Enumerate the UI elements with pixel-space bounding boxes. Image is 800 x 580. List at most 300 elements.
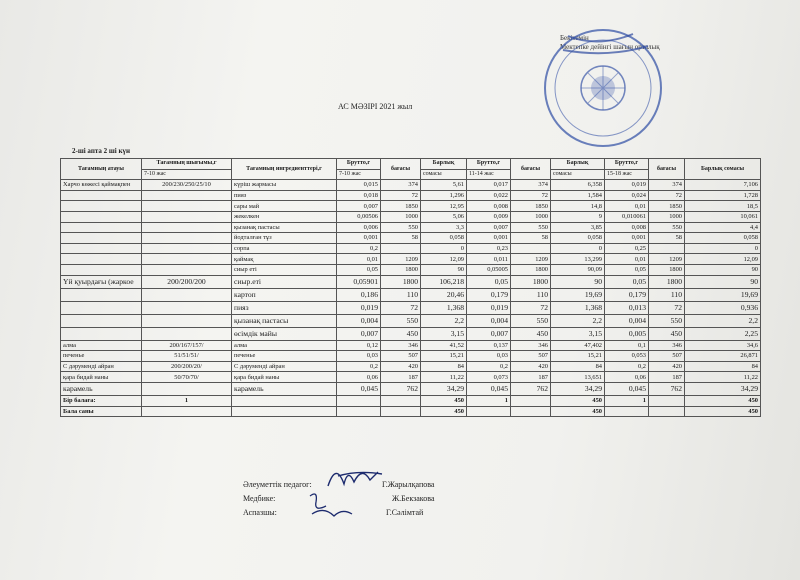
- table-cell: 5,61: [421, 180, 467, 191]
- table-cell: 34,29: [421, 382, 467, 395]
- table-cell: 58: [649, 233, 685, 244]
- table-cell: 550: [381, 314, 421, 327]
- table-cell: қаймақ: [232, 254, 337, 265]
- table-cell: 0,05005: [467, 264, 511, 275]
- table-cell: 0,01: [337, 254, 381, 265]
- table-header-row: [61, 159, 761, 170]
- table-cell: [61, 233, 142, 244]
- table-cell: 0,2: [605, 361, 649, 372]
- table-row: [61, 201, 761, 212]
- table-cell: 1850: [381, 201, 421, 212]
- table-cell: 0,179: [467, 288, 511, 301]
- table-cell: 72: [511, 190, 551, 201]
- table-cell: 507: [511, 351, 551, 362]
- table-cell: 0,05: [467, 275, 511, 288]
- table-cell: 84: [685, 361, 761, 372]
- table-cell: 20,46: [421, 288, 467, 301]
- table-cell: 110: [649, 288, 685, 301]
- table-cell: 72: [381, 190, 421, 201]
- table-cell: 1209: [381, 254, 421, 265]
- table-cell: 762: [511, 382, 551, 395]
- table-cell: 1800: [649, 275, 685, 288]
- table-cell: 200/230/250/25/10: [142, 180, 232, 191]
- table-cell: 0,01: [605, 201, 649, 212]
- table-cell: 2,25: [685, 327, 761, 340]
- table-cell: 7,106: [685, 180, 761, 191]
- header-sum-2: Барлық: [551, 159, 605, 170]
- table-cell: 0: [551, 243, 605, 254]
- table-cell: 0,001: [337, 233, 381, 244]
- table-cell: сиыр еті: [232, 264, 337, 275]
- table-cell: 58: [381, 233, 421, 244]
- header-brutto-3: Брутто,г: [605, 159, 649, 170]
- table-cell: [61, 254, 142, 265]
- table-cell: 550: [649, 222, 685, 233]
- table-cell: 1,728: [685, 190, 761, 201]
- table-cell: 5,06: [421, 211, 467, 222]
- table-cell: 1000: [381, 211, 421, 222]
- table-cell: 0,936: [685, 301, 761, 314]
- table-cell: 0,05: [605, 275, 649, 288]
- header-age-2: 11-14 жас: [467, 169, 511, 180]
- table-cell: 762: [381, 382, 421, 395]
- table-cell: 550: [511, 314, 551, 327]
- week-label: 2-ші апта 2 ші күн: [72, 147, 131, 155]
- table-cell: 1800: [649, 264, 685, 275]
- table-cell: 106,218: [421, 275, 467, 288]
- table-cell: 84: [551, 361, 605, 372]
- table-cell: 0,1: [605, 340, 649, 351]
- table-cell: Үй қуырдағы (жаркое: [61, 275, 142, 288]
- table-cell: 200/200/200: [142, 275, 232, 288]
- table-cell: 1,584: [551, 190, 605, 201]
- table-cell: 1000: [649, 211, 685, 222]
- table-cell: 0,005: [605, 327, 649, 340]
- table-cell: 1,368: [421, 301, 467, 314]
- table-cell: Бір балаға:: [61, 395, 142, 406]
- header-sum-b-1: сомасы: [421, 169, 467, 180]
- table-cell: 0,23: [467, 243, 511, 254]
- table-cell: 1: [142, 395, 232, 406]
- table-cell: [61, 222, 142, 233]
- table-cell: 0,007: [467, 222, 511, 233]
- table-cell: [511, 395, 551, 406]
- table-cell: 34,29: [551, 382, 605, 395]
- table-cell: 0,2: [337, 361, 381, 372]
- table-cell: 0,010061: [605, 211, 649, 222]
- cook-label: Аспазшы:: [243, 508, 277, 517]
- table-cell: 110: [381, 288, 421, 301]
- table-row: [61, 340, 761, 351]
- pedagogue-name: Г.Жарылқапова: [382, 480, 435, 489]
- table-cell: 450: [685, 406, 761, 417]
- table-cell: жекелкен: [232, 211, 337, 222]
- table-cell: 41,52: [421, 340, 467, 351]
- table-cell: 1000: [511, 211, 551, 222]
- table-cell: 4,4: [685, 222, 761, 233]
- table-cell: [142, 288, 232, 301]
- table-row: [61, 382, 761, 395]
- table-cell: 19,69: [685, 288, 761, 301]
- approval-header: Бекітемін Мектепке дейінгі шағын орталық: [560, 34, 660, 51]
- table-cell: 26,871: [685, 351, 761, 362]
- table-cell: [61, 288, 142, 301]
- table-cell: печенье: [232, 351, 337, 362]
- table-cell: 0,137: [467, 340, 511, 351]
- table-cell: [61, 243, 142, 254]
- table-cell: 0,03: [337, 351, 381, 362]
- header-sum-b-2: сомасы: [551, 169, 605, 180]
- table-cell: 0,053: [605, 351, 649, 362]
- header-dish-name: Тағамның атауы: [61, 159, 142, 180]
- table-cell: 0,05901: [337, 275, 381, 288]
- table-cell: 450: [381, 327, 421, 340]
- table-cell: 2,2: [685, 314, 761, 327]
- table-cell: 0,017: [467, 180, 511, 191]
- document-title: АС МӘЗІРІ 2021 жыл: [338, 102, 413, 111]
- table-cell: 0,007: [467, 327, 511, 340]
- header-sum-3: Барлық сомасы: [685, 159, 761, 180]
- table-cell: 0,009: [467, 211, 511, 222]
- table-cell: 90: [685, 275, 761, 288]
- table-cell: 72: [511, 301, 551, 314]
- table-cell: 0,03: [467, 351, 511, 362]
- table-row: [61, 406, 761, 417]
- table-cell: 34,29: [685, 382, 761, 395]
- table-cell: С дәруменді айран: [61, 361, 142, 372]
- table-cell: 1800: [511, 275, 551, 288]
- table-cell: 3,3: [421, 222, 467, 233]
- table-cell: 10,061: [685, 211, 761, 222]
- table-cell: алма: [61, 340, 142, 351]
- table-cell: [511, 406, 551, 417]
- table-cell: 0,00506: [337, 211, 381, 222]
- table-cell: [61, 264, 142, 275]
- table-cell: 450: [685, 395, 761, 406]
- table-cell: пияз: [232, 190, 337, 201]
- table-cell: 13,299: [551, 254, 605, 265]
- table-cell: [61, 211, 142, 222]
- table-cell: [142, 233, 232, 244]
- table-cell: [605, 406, 649, 417]
- table-cell: күріш жармасы: [232, 180, 337, 191]
- table-cell: печенье: [61, 351, 142, 362]
- menu-table: [60, 158, 761, 417]
- table-row: [61, 395, 761, 406]
- table-cell: 374: [381, 180, 421, 191]
- table-cell: 1850: [511, 201, 551, 212]
- table-cell: 0,004: [605, 314, 649, 327]
- table-cell: 0,004: [467, 314, 511, 327]
- table-cell: 13,651: [551, 372, 605, 383]
- table-cell: 0,008: [605, 222, 649, 233]
- table-cell: [467, 406, 511, 417]
- table-cell: қара бидай наны: [232, 372, 337, 383]
- table-row: [61, 327, 761, 340]
- table-cell: қызанақ пастасы: [232, 222, 337, 233]
- table-cell: 1800: [381, 264, 421, 275]
- table-cell: 0,004: [337, 314, 381, 327]
- table-cell: Харчо көжесі қаймақпен: [61, 180, 142, 191]
- table-cell: 9: [551, 211, 605, 222]
- table-cell: 14,8: [551, 201, 605, 212]
- table-cell: 0,12: [337, 340, 381, 351]
- table-row: [61, 275, 761, 288]
- table-cell: 1209: [649, 254, 685, 265]
- table-cell: 0,007: [337, 201, 381, 212]
- table-cell: 1850: [649, 201, 685, 212]
- table-cell: 0,008: [467, 201, 511, 212]
- table-cell: өсімдік майы: [232, 327, 337, 340]
- table-cell: 72: [649, 190, 685, 201]
- table-cell: [381, 243, 421, 254]
- table-cell: 0,024: [605, 190, 649, 201]
- table-cell: [381, 395, 421, 406]
- header-yield: Тағамның шығымы,г: [142, 159, 232, 170]
- table-row: [61, 361, 761, 372]
- table-cell: [337, 406, 381, 417]
- table-cell: [142, 382, 232, 395]
- table-cell: 2,2: [551, 314, 605, 327]
- table-cell: сорпа: [232, 243, 337, 254]
- table-cell: 0,2: [467, 361, 511, 372]
- table-cell: 450: [421, 395, 467, 406]
- table-cell: 0,06: [605, 372, 649, 383]
- table-cell: 0,007: [337, 327, 381, 340]
- table-cell: 507: [381, 351, 421, 362]
- table-cell: 0: [421, 243, 467, 254]
- table-cell: 200/167/157/: [142, 340, 232, 351]
- table-cell: [142, 201, 232, 212]
- table-cell: [142, 327, 232, 340]
- table-cell: 450: [551, 395, 605, 406]
- header-age-3: 15-18 жас: [605, 169, 649, 180]
- table-cell: 1800: [511, 264, 551, 275]
- table-cell: 0,045: [467, 382, 511, 395]
- table-cell: [232, 406, 337, 417]
- table-cell: [649, 395, 685, 406]
- table-cell: 0,015: [337, 180, 381, 191]
- table-cell: [142, 314, 232, 327]
- header-price-2: бағасы: [511, 159, 551, 180]
- table-row: [61, 372, 761, 383]
- table-cell: қара бидай наны: [61, 372, 142, 383]
- table-cell: 550: [381, 222, 421, 233]
- table-cell: [142, 222, 232, 233]
- table-cell: 72: [649, 301, 685, 314]
- table-cell: 15,21: [551, 351, 605, 362]
- table-cell: 1209: [511, 254, 551, 265]
- table-cell: Бала саны: [61, 406, 142, 417]
- header-ingredients: Тағамның ингредиенттері,г: [232, 159, 337, 180]
- header-brutto-1: Брутто,г: [337, 159, 381, 170]
- table-cell: 12,95: [421, 201, 467, 212]
- table-cell: [61, 327, 142, 340]
- table-cell: 3,85: [551, 222, 605, 233]
- table-cell: 0,006: [337, 222, 381, 233]
- table-cell: 15,21: [421, 351, 467, 362]
- table-cell: 0,019: [467, 301, 511, 314]
- table-cell: 90: [685, 264, 761, 275]
- table-row: [61, 222, 761, 233]
- table-cell: 0,013: [605, 301, 649, 314]
- table-cell: 346: [649, 340, 685, 351]
- table-cell: 90: [551, 275, 605, 288]
- table-cell: сары май: [232, 201, 337, 212]
- pedagogue-label: Әлеуметтік педагог:: [243, 480, 312, 489]
- table-cell: 0,05: [605, 264, 649, 275]
- table-cell: 1,368: [551, 301, 605, 314]
- table-cell: [142, 243, 232, 254]
- table-cell: [337, 395, 381, 406]
- table-cell: 47,402: [551, 340, 605, 351]
- table-cell: алма: [232, 340, 337, 351]
- table-cell: 18,5: [685, 201, 761, 212]
- table-cell: 12,09: [421, 254, 467, 265]
- table-cell: 0,25: [605, 243, 649, 254]
- table-cell: 0,019: [605, 180, 649, 191]
- table-cell: 450: [511, 327, 551, 340]
- table-cell: картоп: [232, 288, 337, 301]
- table-cell: [142, 254, 232, 265]
- table-cell: 0: [685, 243, 761, 254]
- table-cell: [142, 406, 232, 417]
- table-row: [61, 190, 761, 201]
- header-price-3: бағасы: [649, 159, 685, 180]
- table-cell: 1800: [381, 275, 421, 288]
- cook-name: Г.Сәлімтай: [386, 508, 424, 517]
- table-row: [61, 233, 761, 244]
- table-cell: 1: [467, 395, 511, 406]
- table-cell: 0,058: [421, 233, 467, 244]
- header-yield-age: 7-10 жас: [142, 169, 232, 180]
- header-price-1: бағасы: [381, 159, 421, 180]
- table-cell: 0,001: [605, 233, 649, 244]
- table-cell: 3,15: [421, 327, 467, 340]
- header-brutto-2: Брутто,г: [467, 159, 511, 170]
- table-cell: [61, 301, 142, 314]
- table-row: [61, 243, 761, 254]
- table-cell: 1,296: [421, 190, 467, 201]
- table-cell: [649, 406, 685, 417]
- table-cell: [142, 264, 232, 275]
- table-cell: [61, 201, 142, 212]
- table-cell: 550: [649, 314, 685, 327]
- table-row: [61, 351, 761, 362]
- table-cell: 0,186: [337, 288, 381, 301]
- table-cell: 0,01: [605, 254, 649, 265]
- table-row: [61, 314, 761, 327]
- signature-icon-2: [304, 486, 364, 522]
- table-cell: 90: [421, 264, 467, 275]
- table-cell: 12,09: [685, 254, 761, 265]
- table-cell: [232, 395, 337, 406]
- table-cell: 762: [649, 382, 685, 395]
- table-cell: 84: [421, 361, 467, 372]
- table-cell: йодталған тұз: [232, 233, 337, 244]
- table-cell: 0,022: [467, 190, 511, 201]
- table-cell: 0,2: [337, 243, 381, 254]
- table-cell: 346: [511, 340, 551, 351]
- table-cell: [381, 406, 421, 417]
- table-cell: 0,073: [467, 372, 511, 383]
- table-cell: 200/200/20/: [142, 361, 232, 372]
- table-cell: 346: [381, 340, 421, 351]
- table-cell: 187: [511, 372, 551, 383]
- table-cell: 0,019: [337, 301, 381, 314]
- table-cell: 0,06: [337, 372, 381, 383]
- table-row: [61, 211, 761, 222]
- table-cell: пияз: [232, 301, 337, 314]
- table-cell: 58: [511, 233, 551, 244]
- table-row: [61, 288, 761, 301]
- table-cell: [61, 314, 142, 327]
- table-cell: карамель: [232, 382, 337, 395]
- table-cell: 374: [649, 180, 685, 191]
- table-cell: 2,2: [421, 314, 467, 327]
- table-cell: 90,09: [551, 264, 605, 275]
- table-cell: 0,058: [551, 233, 605, 244]
- table-cell: [61, 190, 142, 201]
- table-cell: 0,011: [467, 254, 511, 265]
- table-cell: 19,69: [551, 288, 605, 301]
- table-cell: 450: [421, 406, 467, 417]
- nurse-name: Ж.Бекзакова: [392, 494, 435, 503]
- table-cell: 1: [605, 395, 649, 406]
- table-cell: 507: [649, 351, 685, 362]
- table-cell: 0,045: [337, 382, 381, 395]
- table-cell: [142, 301, 232, 314]
- table-cell: [142, 190, 232, 201]
- table-cell: 3,15: [551, 327, 605, 340]
- table-cell: 110: [511, 288, 551, 301]
- table-cell: 187: [649, 372, 685, 383]
- table-cell: 0,018: [337, 190, 381, 201]
- table-cell: 420: [649, 361, 685, 372]
- table-cell: [511, 243, 551, 254]
- table-row: [61, 254, 761, 265]
- table-cell: 6,358: [551, 180, 605, 191]
- table-row: [61, 264, 761, 275]
- table-cell: 0,045: [605, 382, 649, 395]
- table-cell: сиыр.еті: [232, 275, 337, 288]
- header-sum-1: Барлық: [421, 159, 467, 170]
- table-cell: карамель: [61, 382, 142, 395]
- table-cell: С дәруменді айран: [232, 361, 337, 372]
- table-cell: 0,058: [685, 233, 761, 244]
- header-age-1: 7-10 жас: [337, 169, 381, 180]
- table-cell: 450: [649, 327, 685, 340]
- table-cell: 0,179: [605, 288, 649, 301]
- table-cell: 11,22: [421, 372, 467, 383]
- table-cell: 0,05: [337, 264, 381, 275]
- nurse-label: Медбике:: [243, 494, 276, 503]
- official-seal-icon: [538, 18, 668, 150]
- table-cell: [649, 243, 685, 254]
- table-cell: 550: [511, 222, 551, 233]
- table-row: [61, 301, 761, 314]
- table-cell: қызанақ пастасы: [232, 314, 337, 327]
- table-cell: 374: [511, 180, 551, 191]
- table-cell: 0,001: [467, 233, 511, 244]
- table-cell: 50/70/70/: [142, 372, 232, 383]
- table-cell: 51/51/51/: [142, 351, 232, 362]
- table-cell: 420: [381, 361, 421, 372]
- table-cell: [142, 211, 232, 222]
- table-cell: 11,22: [685, 372, 761, 383]
- table-cell: 420: [511, 361, 551, 372]
- table-row: [61, 180, 761, 191]
